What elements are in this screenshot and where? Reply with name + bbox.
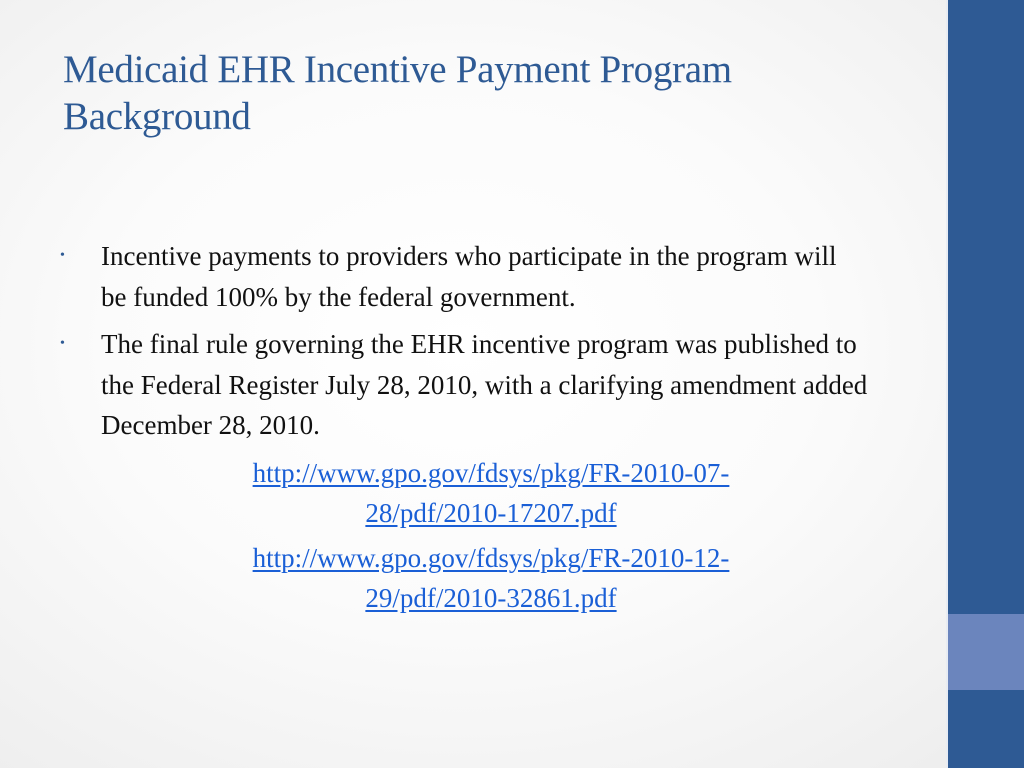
bullet-item-1	[58, 236, 868, 317]
link-block-1	[101, 453, 881, 534]
slide-body	[58, 236, 868, 623]
sidebar-accent-block	[948, 614, 1024, 690]
link-2-line-2: 29/pdf/2010-32861.pdf	[365, 583, 617, 613]
bullet-item-2	[58, 324, 868, 446]
bullet-dot-icon: •	[60, 248, 65, 263]
bullet-dot-icon: •	[60, 336, 65, 351]
link-1-line-2: 28/pdf/2010-17207.pdf	[365, 498, 617, 528]
slide-title	[63, 46, 923, 140]
title-line-2: Background	[63, 95, 251, 138]
link-block-2	[101, 538, 881, 619]
federal-register-link-2[interactable]	[101, 538, 881, 619]
bullet-text-2: The final rule governing the EHR incentive program was published to the Federal Register July 28, 2010, with a clarifying amendment added December 28, 2010.	[101, 329, 868, 440]
federal-register-link-1[interactable]	[101, 453, 881, 534]
link-1-line-1: http://www.gpo.gov/fdsys/pkg/FR-2010-07-	[252, 457, 730, 488]
title-line-1: Medicaid EHR Incentive Payment Program	[63, 48, 732, 91]
bullet-text-1: Incentive payments to providers who participate in the program will be funded 100% by the federal government.	[101, 241, 837, 312]
link-2-line-1: http://www.gpo.gov/fdsys/pkg/FR-2010-12-	[252, 542, 730, 573]
